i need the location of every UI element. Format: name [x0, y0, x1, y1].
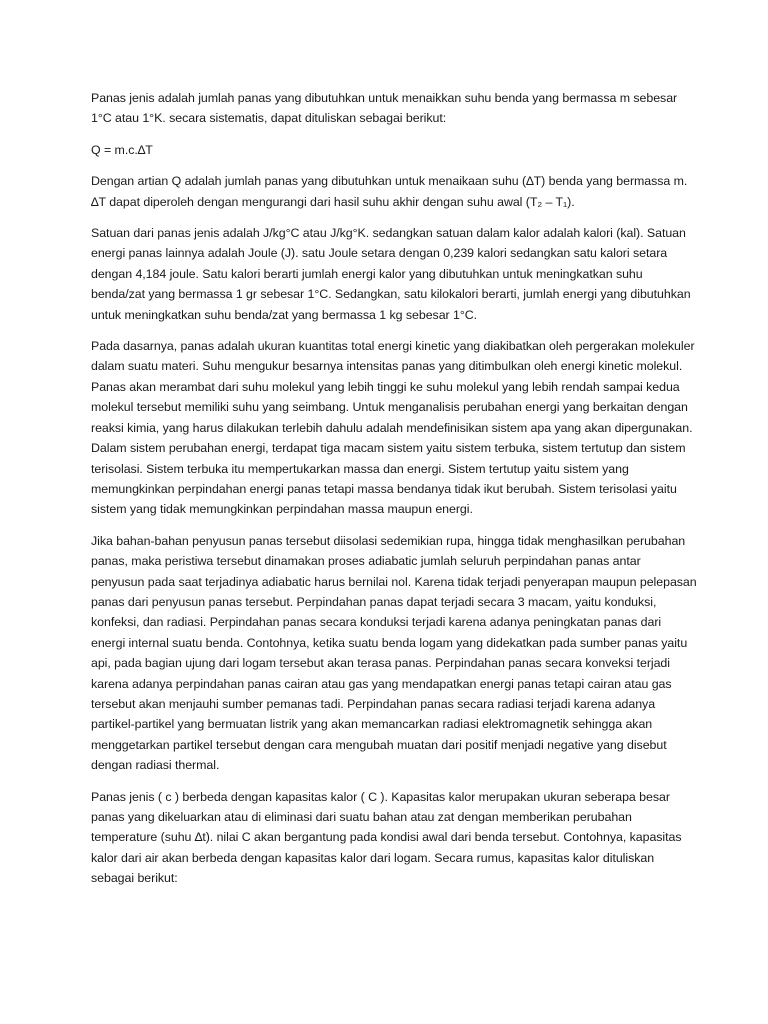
paragraph-heat-capacity: Panas jenis ( c ) berbeda dengan kapasitas kalor ( C ). Kapasitas kalor merupakan ukuran seberapa besar panas yang dikeluarkan atau di eliminasi dari suatu bahan atau zat dengan memberikan perubahan temperature (suhu ∆t). nilai C akan bergantung pada kondisi awal dari benda tersebut. Contohnya, kapasitas kalor dari air akan berbeda dengan kapasitas kalor dari logam. Secara rumus, kapasitas kalor dituliskan sebagai berikut:: [91, 789, 682, 886]
paragraph-formula-explanation: Dengan artian Q adalah jumlah panas yang dibutuhkan untuk menaikaan suhu (∆T) benda yang bermassa m. ∆T dapat diperoleh dengan mengurangi dari hasil suhu akhir dengan suhu awal (T₂ – T₁).: [91, 174, 688, 209]
paragraph-units: Satuan dari panas jenis adalah J/kg°C atau J/kg°K. sedangkan satuan dalam kalor adalah kalori (kal). Satuan energi panas lainnya adalah Joule (J). satu Joule setara dengan 0,239 kalori sedangkan satu kalori setara dengan 4,184 joule. Satu kalori berarti jumlah energi kalor yang dibutuhkan untuk meningkatkan suhu benda/zat yang bermassa 1 gr sebesar 1°C. Sedangkan, satu kilokalori berarti, jumlah energi yang dibutuhkan untuk meningkatkan suhu benda/zat yang bermassa 1 kg sebesar 1°C.: [91, 226, 691, 322]
paragraph-heat-transfer: Jika bahan-bahan penyusun panas tersebut diisolasi sedemikian rupa, hingga tidak menghasilkan perubahan panas, maka peristiwa tersebut dinamakan proses adiabatic jumlah seluruh perpindahan panas antar penyusun pada saat terjadinya adiabatic harus bernilai nol. Karena tidak terjadi penyerapan maupun pelepasan panas dari penyusun panas tersebut. Perpindahan panas dapat terjadi secara 3 macam, yaitu konduksi, konfeksi, dan radiasi. Perpindahan panas secara konduksi terjadi karena adanya peningkatan panas dari energi internal suatu benda. Contohnya, ketika suatu benda logam yang didekatkan pada sumber panas yaitu api, pada bagian ujung dari logam tersebut akan terasa panas. Perpindahan panas secara konveksi terjadi karena adanya perpindahan panas cairan atau gas yang mendapatkan energi panas tetapi cairan atau gas tersebut akan menjauhi sumber pemanas tadi. Perpindahan panas secara radiasi terjadi karena adanya partikel-partikel yang bermuatan listrik yang akan memancarkan radiasi elektromagnetik sehingga akan menggetarkan partikel tersebut dengan cara mengubah muatan dari positif menjadi negative yang disebut dengan radiasi thermal.: [91, 533, 697, 773]
document-body: [91, 88, 697, 900]
formula-heat: Q = m.c.∆T: [91, 142, 153, 157]
paragraph-kinetic-energy: Pada dasarnya, panas adalah ukuran kuantitas total energi kinetic yang diakibatkan oleh pergerakan molekuler dalam suatu materi. Suhu mengukur besarnya intensitas panas yang ditimbulkan oleh energi kinetic molekul. Panas akan merambat dari suhu molekul yang lebih tinggi ke suhu molekul yang lebih rendah sampai kedua molekul tersebut memiliki suhu yang seimbang. Untuk menganalisis perubahan energi yang berkaitan dengan reaksi kimia, yang harus dilakukan terlebih dahulu adalah mendefinisikan sistem apa yang akan dipergunakan. Dalam sistem perubahan energi, terdapat tiga macam sistem yaitu sistem terbuka, sistem tertutup dan sistem terisolasi. Sistem terbuka itu mempertukarkan massa dan energi. Sistem tertutup yaitu sistem yang memungkinkan perpindahan energi panas tetapi massa bendanya tidak ikut berubah. Sistem terisolasi yaitu sistem yang tidak memungkinkan perpindahan massa maupun energi.: [91, 339, 695, 517]
paragraph-definition: Panas jenis adalah jumlah panas yang dibutuhkan untuk menaikkan suhu benda yang bermassa m sebesar 1°C atau 1°K. secara sistematis, dapat dituliskan sebagai berikut:: [91, 91, 678, 126]
